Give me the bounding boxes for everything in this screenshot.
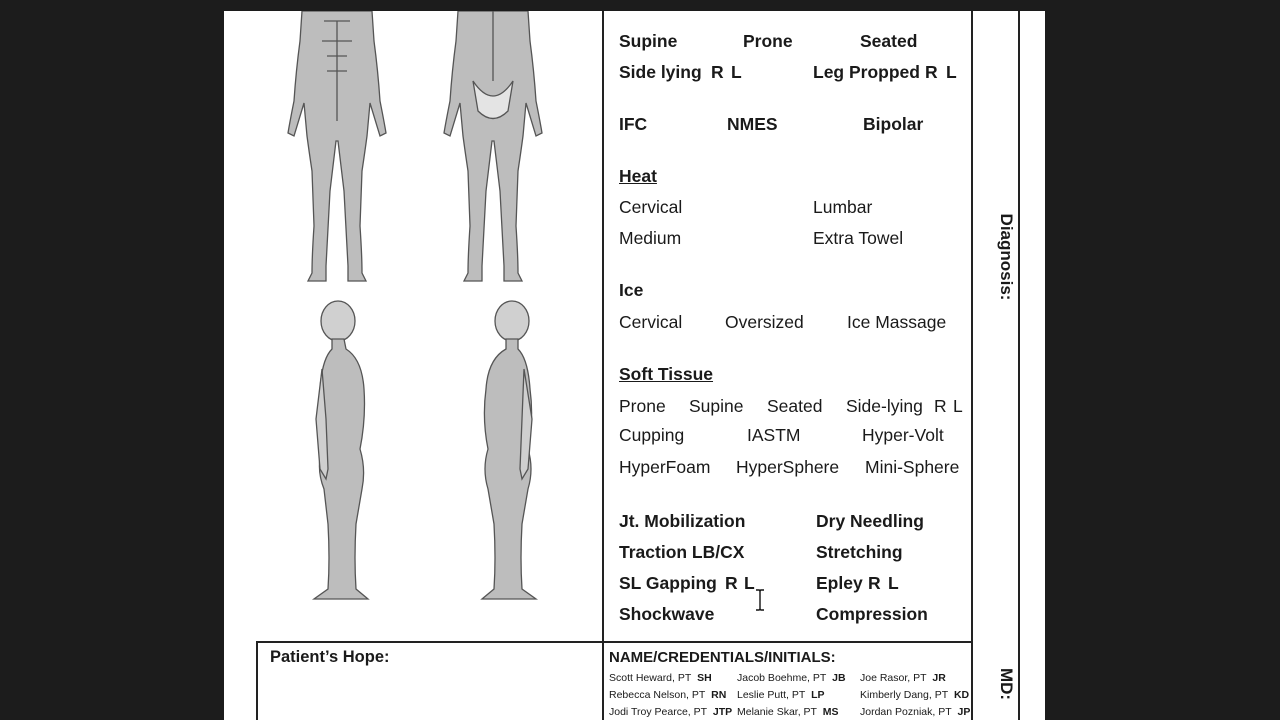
soft-tissue-heading: Soft Tissue <box>619 364 714 384</box>
leg-propped-left-option[interactable]: L <box>946 62 957 82</box>
staff-entry: Kimberly Dang, PT KD <box>860 689 970 701</box>
bottom-left-border <box>256 641 258 720</box>
cupping-option[interactable]: Cupping <box>619 425 685 445</box>
epley-left-option[interactable]: L <box>888 573 899 593</box>
staff-entry: Joe Rasor, PT JR <box>860 672 946 684</box>
outer-right-border <box>1018 11 1020 720</box>
iastm-option[interactable]: IASTM <box>747 425 801 445</box>
soft-tissue-prone-option[interactable]: Prone <box>619 396 666 416</box>
leg-propped-option[interactable]: Leg Propped <box>813 62 920 82</box>
sl-gapping-option[interactable]: SL Gapping <box>619 573 717 593</box>
ice-heading: Ice <box>619 280 644 300</box>
epley-option[interactable]: Epley <box>816 573 863 593</box>
dry-needling-option[interactable]: Dry Needling <box>816 511 924 531</box>
hyperfoam-option[interactable]: HyperFoam <box>619 457 711 477</box>
prone-option[interactable]: Prone <box>743 31 793 51</box>
side-lying-right-option[interactable]: R <box>711 62 724 82</box>
body-back-view <box>438 11 548 286</box>
stretching-option[interactable]: Stretching <box>816 542 903 562</box>
heat-extra-towel-option[interactable]: Extra Towel <box>813 228 904 248</box>
staff-entry: Jodi Troy Pearce, PT JTP <box>609 706 733 718</box>
staff-entry: Scott Heward, PT SH <box>609 672 712 684</box>
md-label: MD: <box>997 667 1016 701</box>
supine-option[interactable]: Supine <box>619 31 678 51</box>
diagnosis-label: Diagnosis: <box>997 213 1016 301</box>
sl-gapping-left-option[interactable]: L <box>744 573 755 593</box>
body-right-side-view <box>306 299 376 605</box>
jt-mobilization-option[interactable]: Jt. Mobilization <box>619 511 746 531</box>
side-lying-option[interactable]: Side lying <box>619 62 702 82</box>
nmes-option[interactable]: NMES <box>727 114 778 134</box>
shockwave-option[interactable]: Shockwave <box>619 604 715 624</box>
document-page <box>224 11 1045 720</box>
text-cursor-icon <box>754 589 766 611</box>
heat-heading: Heat <box>619 166 657 186</box>
compression-option[interactable]: Compression <box>816 604 928 624</box>
side-lying-left-option[interactable]: L <box>731 62 742 82</box>
mini-sphere-option[interactable]: Mini-Sphere <box>865 457 960 477</box>
hyper-volt-option[interactable]: Hyper-Volt <box>862 425 944 445</box>
epley-right-option[interactable]: R <box>868 573 881 593</box>
soft-tissue-seated-option[interactable]: Seated <box>767 396 823 416</box>
soft-tissue-side-lying-option[interactable]: Side-lying <box>846 396 923 416</box>
soft-tissue-supine-option[interactable]: Supine <box>689 396 744 416</box>
hypersphere-option[interactable]: HyperSphere <box>736 457 840 477</box>
heat-cervical-option[interactable]: Cervical <box>619 197 683 217</box>
bipolar-option[interactable]: Bipolar <box>863 114 924 134</box>
sl-gapping-right-option[interactable]: R <box>725 573 738 593</box>
soft-tissue-side-right-option[interactable]: R <box>934 396 947 416</box>
heat-lumbar-option[interactable]: Lumbar <box>813 197 873 217</box>
heat-medium-option[interactable]: Medium <box>619 228 682 248</box>
staff-entry: Jordan Pozniak, PT JP <box>860 706 971 718</box>
ice-oversized-option[interactable]: Oversized <box>725 312 804 332</box>
bottom-section-rule <box>256 641 973 643</box>
patients-hope-label: Patient’s Hope: <box>270 648 390 666</box>
staff-entry: Leslie Putt, PT LP <box>737 689 825 701</box>
seated-option[interactable]: Seated <box>860 31 918 51</box>
staff-entry: Rebecca Nelson, PT RN <box>609 689 727 701</box>
right-border <box>971 11 973 720</box>
ifc-option[interactable]: IFC <box>619 114 648 134</box>
names-credentials-heading: NAME/CREDENTIALS/INITIALS: <box>609 649 836 666</box>
leg-propped-right-option[interactable]: R <box>925 62 938 82</box>
soft-tissue-side-left-option[interactable]: L <box>953 396 963 416</box>
body-left-side-view <box>474 299 544 605</box>
staff-entry: Melanie Skar, PT MS <box>737 706 839 718</box>
column-divider <box>602 11 604 720</box>
staff-entry: Jacob Boehme, PT JB <box>737 672 846 684</box>
body-front-view <box>282 11 392 286</box>
traction-option[interactable]: Traction LB/CX <box>619 542 745 562</box>
ice-massage-option[interactable]: Ice Massage <box>847 312 947 332</box>
ice-cervical-option[interactable]: Cervical <box>619 312 683 332</box>
